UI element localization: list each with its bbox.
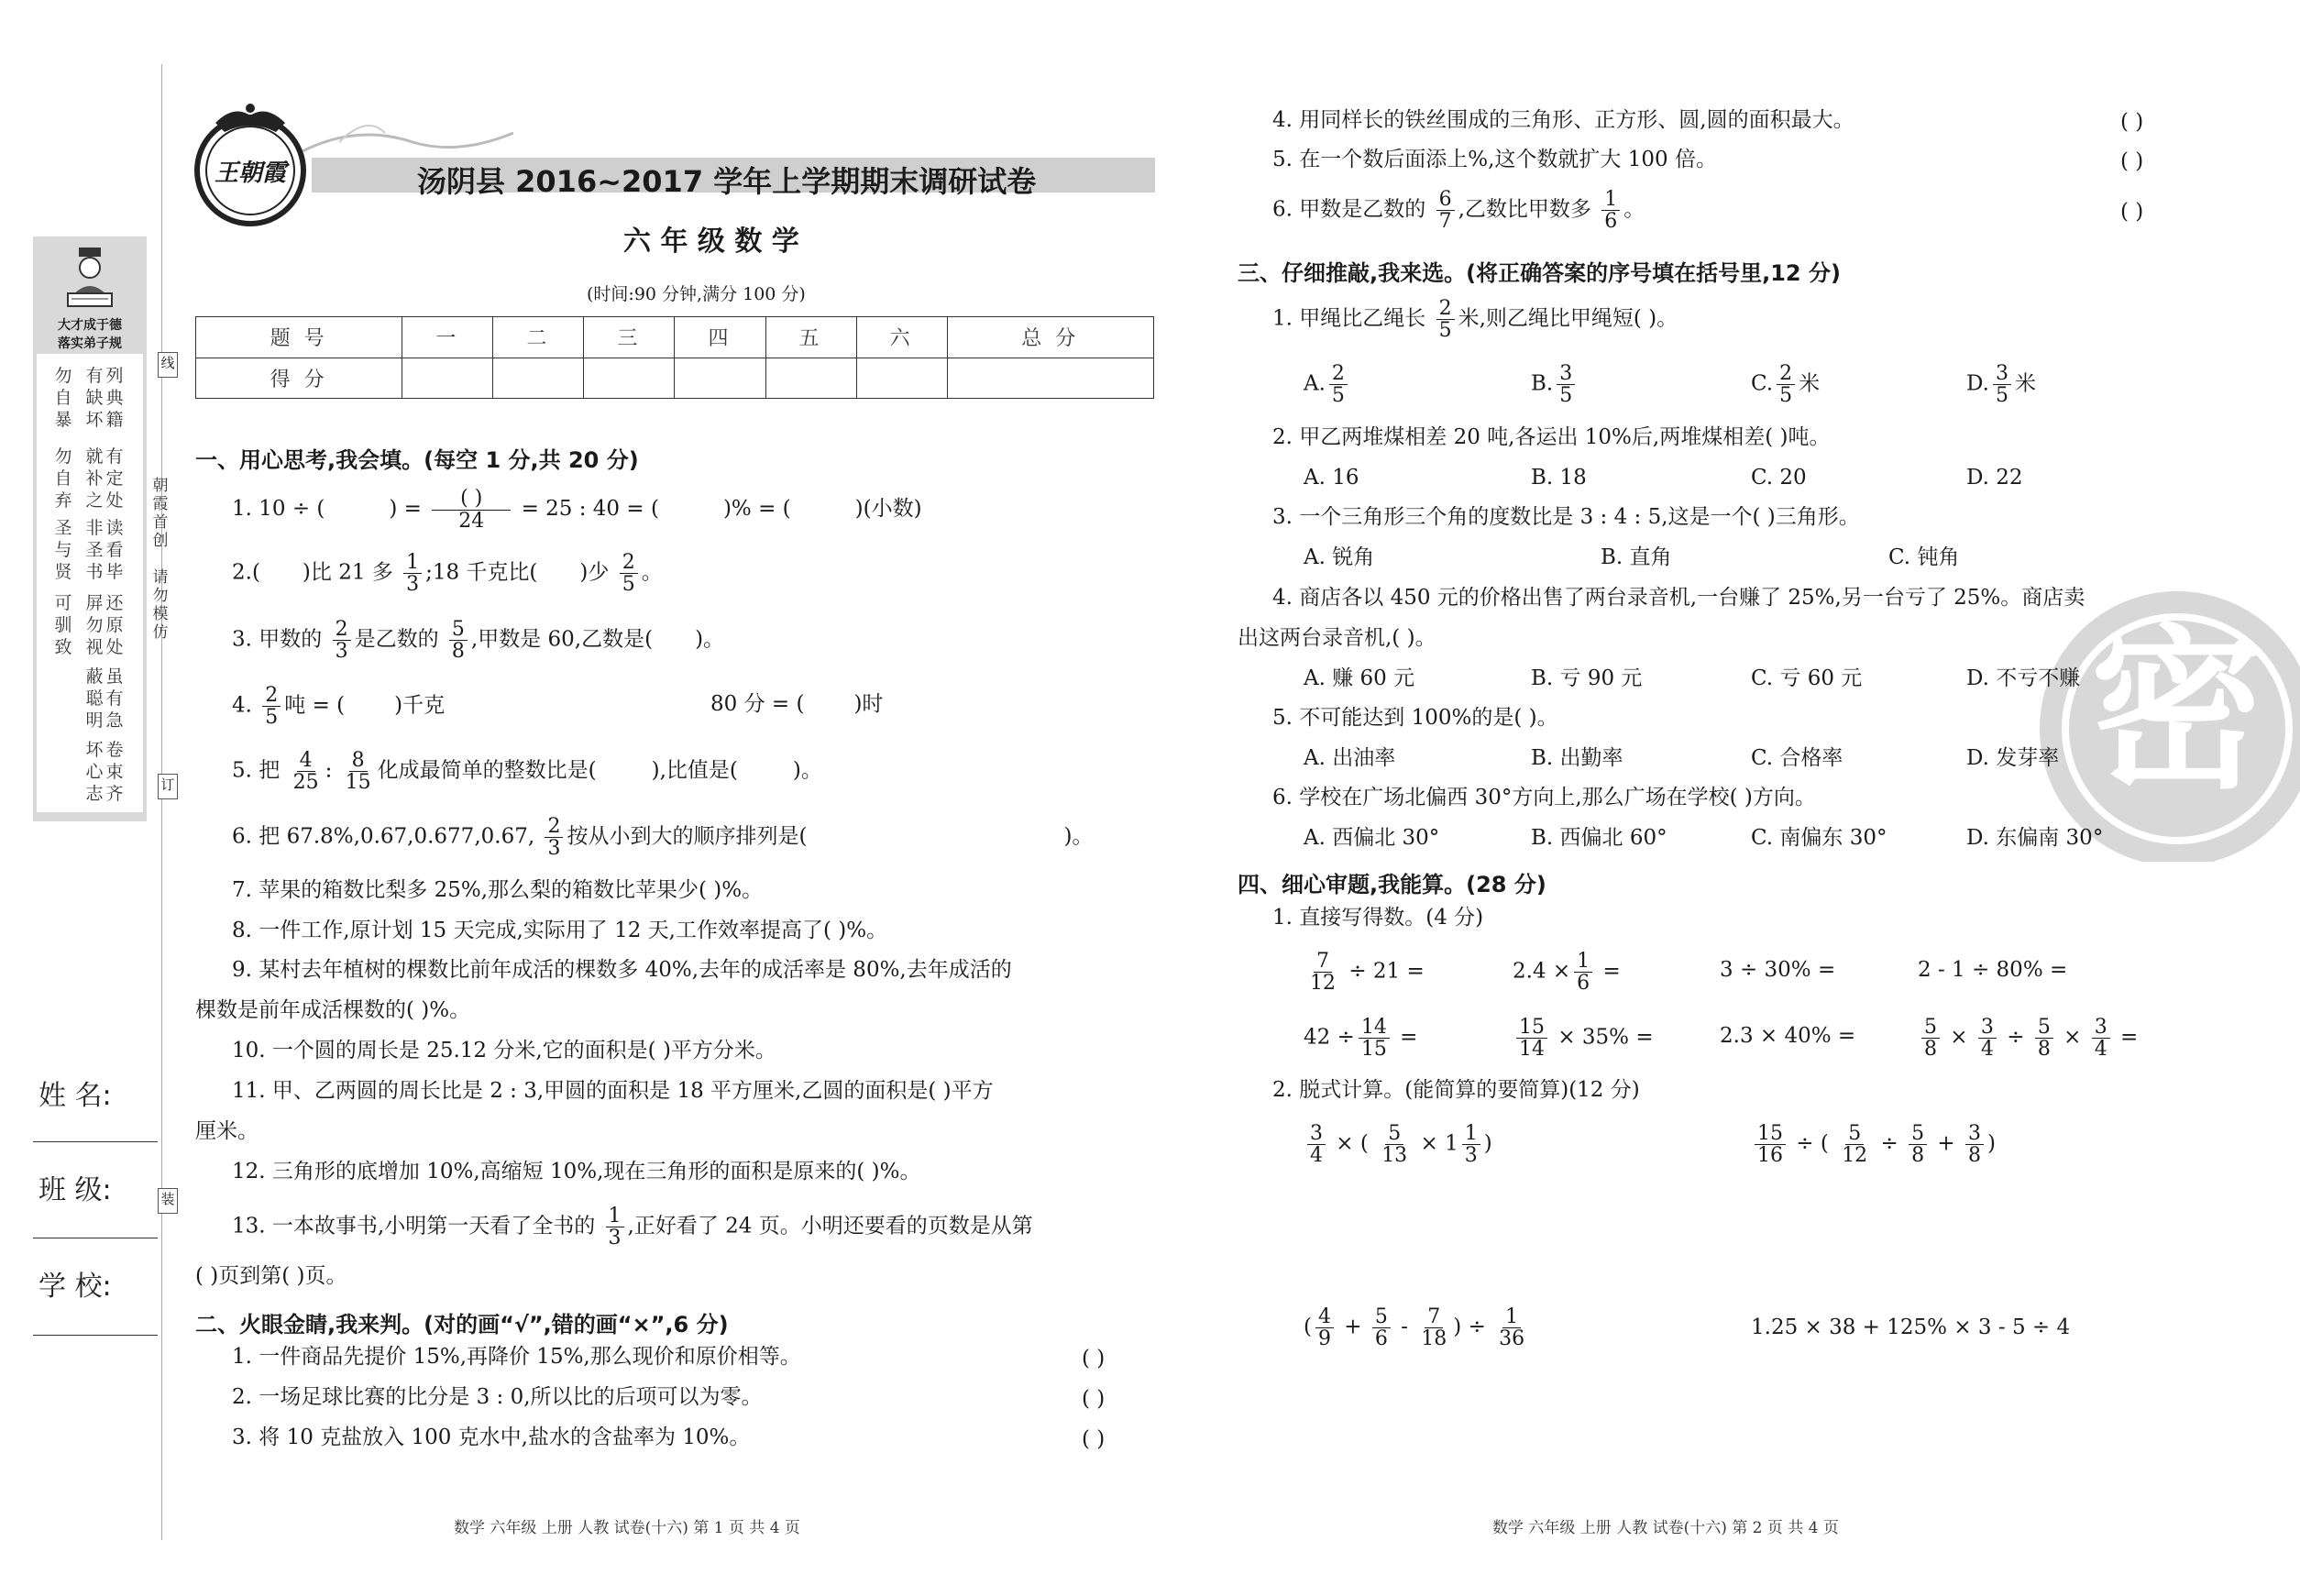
choice-question-2: 2. 甲乙两堆煤相差 20 吨,各运出 10%后,两堆煤相差( )吨。 bbox=[1272, 425, 1831, 449]
calc-item bbox=[1513, 951, 1621, 994]
motto-2: 落实弟子规 bbox=[58, 336, 122, 351]
rule-col: 虽有急 bbox=[105, 666, 124, 731]
text: )。 bbox=[695, 627, 725, 652]
option-b[interactable] bbox=[1531, 363, 1579, 406]
fraction bbox=[1777, 363, 1795, 406]
text: 13. 一本故事书,小明第一天看了全书的 bbox=[232, 1214, 596, 1238]
text: ,乙数比甲数多 bbox=[1458, 197, 1591, 222]
denominator: 5 bbox=[1331, 384, 1345, 408]
side-note-2: 请勿模仿 bbox=[152, 568, 169, 642]
text: = bbox=[1400, 1025, 1418, 1050]
fraction bbox=[1965, 1123, 1984, 1166]
fraction bbox=[1315, 1306, 1334, 1349]
question-1-4b bbox=[710, 694, 883, 715]
rule-col: 勿自暴 bbox=[54, 366, 72, 430]
numerator: 7 bbox=[1314, 951, 1332, 973]
numerator: 1 bbox=[1502, 1306, 1521, 1328]
text: 米 bbox=[1799, 371, 1821, 396]
fraction bbox=[2035, 1017, 2053, 1060]
numerator: 4 bbox=[297, 750, 315, 772]
denominator: 6 bbox=[1374, 1327, 1388, 1351]
text: ;18 千克比( bbox=[425, 560, 538, 585]
denominator: 36 bbox=[1499, 1327, 1525, 1351]
text: )千克 bbox=[394, 693, 446, 718]
denominator: 5 bbox=[1438, 319, 1452, 343]
fraction bbox=[1372, 1306, 1391, 1349]
calc-item bbox=[1304, 1017, 1417, 1060]
fraction bbox=[1436, 189, 1455, 232]
brand-logo bbox=[188, 101, 313, 229]
fraction bbox=[432, 488, 511, 532]
numerator: 14 bbox=[1359, 1017, 1390, 1039]
fraction bbox=[1601, 189, 1620, 232]
text: 米,则乙绳比甲绳短( )。 bbox=[1458, 306, 1678, 331]
text: C. bbox=[1751, 371, 1774, 396]
calc-item: 2.3 × 40% = bbox=[1720, 1024, 1856, 1048]
numerator: 3 bbox=[1307, 1123, 1326, 1145]
expr-2: $\frac{15}{16}$ ÷ ( $\frac{5}{12}$ ÷ $\frac{5}{8}$ + $\frac{3}{8}$ ) bbox=[1751, 1123, 1996, 1166]
option-c[interactable]: C. 钝角 bbox=[1888, 545, 1960, 569]
text: = bbox=[1602, 959, 1621, 984]
fraction bbox=[606, 1205, 624, 1249]
fraction bbox=[1557, 363, 1575, 406]
question-1-5 bbox=[232, 750, 822, 793]
rule-col: 勿自弃 bbox=[54, 446, 72, 511]
text: 。 bbox=[1623, 197, 1645, 222]
denominator: 4 bbox=[1310, 1144, 1323, 1168]
rule-col: 还原处 bbox=[105, 593, 124, 657]
judge-item-6 bbox=[1272, 189, 1645, 232]
numerator: 2 bbox=[1777, 363, 1795, 385]
denominator: 5 bbox=[1995, 384, 2008, 408]
question-1-11: 11. 甲、乙两圆的周长比是 2 : 3,甲圆的面积是 18 平方厘米,乙圆的面积是( )平方 bbox=[232, 1079, 994, 1103]
denominator: 3 bbox=[335, 640, 348, 664]
score-cell: 四 bbox=[675, 317, 765, 358]
denominator: 15 bbox=[345, 771, 371, 795]
fraction bbox=[1993, 363, 2011, 406]
fraction bbox=[1755, 1123, 1786, 1166]
numerator[interactable]: ( ) bbox=[432, 488, 511, 511]
numerator: 15 bbox=[1516, 1017, 1547, 1039]
side-note-1: 朝霞首创 bbox=[152, 477, 169, 550]
expr-4: 1.25 × 38 + 125% × 3 - 5 ÷ 4 bbox=[1751, 1315, 2071, 1339]
score-input[interactable] bbox=[493, 358, 584, 399]
numerator: 2 bbox=[1329, 363, 1348, 385]
section-2-title: 二、火眼金睛,我来判。(对的画“√”,错的画“×”,6 分) bbox=[195, 1312, 729, 1337]
option-a[interactable] bbox=[1304, 363, 1351, 406]
fraction bbox=[1307, 1123, 1326, 1166]
class-label: 班 级: bbox=[39, 1174, 112, 1206]
answer-paren[interactable]: ( ) bbox=[2120, 110, 2144, 134]
numerator: 3 bbox=[1557, 363, 1575, 385]
judge-item-5: 5. 在一个数后面添上%,这个数就扩大 100 倍。 bbox=[1272, 148, 1717, 171]
question-1-9-cont: 棵数是前年成活棵数的( )%。 bbox=[195, 998, 471, 1022]
denominator: 8 bbox=[1924, 1038, 1937, 1062]
text: 。 bbox=[641, 560, 663, 585]
text: 2.4 × bbox=[1513, 959, 1571, 984]
fraction bbox=[1516, 1017, 1547, 1060]
calc-item: $\frac{5}{8}$ × $\frac{3}{4}$ ÷ $\frac{5}{8}$ × $\frac{3}{4}$ = bbox=[1918, 1017, 2138, 1060]
denominator: 3 bbox=[547, 837, 561, 861]
text: × 35% = bbox=[1557, 1025, 1654, 1050]
text: : bbox=[325, 758, 333, 783]
numerator: 1 bbox=[1601, 189, 1620, 211]
score-cell: 一 bbox=[402, 317, 493, 358]
option-a[interactable]: A. 锐角 bbox=[1304, 545, 1375, 569]
numerator: 5 bbox=[1909, 1123, 1927, 1145]
rule-col: 就补之 bbox=[85, 446, 104, 511]
score-cell: 二 bbox=[493, 317, 584, 358]
option-c[interactable]: C. 南偏东 30° bbox=[1751, 826, 1887, 850]
expr-3: ( $\frac{4}{9}$ + $\frac{5}{6}$ - $\frac{7}{18}$ ) ÷ $\frac{1}{36}$ bbox=[1304, 1306, 1531, 1349]
numerator: 1 bbox=[403, 552, 422, 574]
fraction bbox=[1839, 1123, 1870, 1166]
text: 7,0.677,0. bbox=[393, 824, 501, 849]
motto-1: 大才成于德 bbox=[58, 318, 122, 333]
calc-sub-2: 2. 脱式计算。(能简算的要简算)(12 分) bbox=[1272, 1078, 1640, 1102]
option-b[interactable]: B. 18 bbox=[1531, 466, 1587, 490]
school-line[interactable] bbox=[33, 1335, 158, 1336]
fraction bbox=[1436, 298, 1455, 341]
text: 是乙数的 bbox=[354, 627, 439, 652]
numerator: 1 bbox=[1462, 1123, 1480, 1145]
option-b[interactable]: B. 出勤率 bbox=[1531, 746, 1623, 770]
denominator: 13 bbox=[1381, 1144, 1408, 1168]
denominator: 6 bbox=[1604, 210, 1618, 234]
judge-item-2: 2. 一场足球比赛的比分是 3 : 0,所以比的后项可以为零。 bbox=[232, 1385, 763, 1409]
text: 2.( bbox=[232, 560, 260, 585]
calc-item: 2 - 1 ÷ 80% = bbox=[1918, 958, 2068, 982]
numerator: 5 bbox=[1845, 1123, 1864, 1145]
judge-item-3: 3. 将 10 克盐放入 100 克水中,盐水的含盐率为 10%。 bbox=[232, 1425, 751, 1449]
fraction bbox=[403, 552, 422, 595]
denominator: 3 bbox=[608, 1227, 622, 1250]
text: ÷ 21 = bbox=[1348, 959, 1425, 984]
question-1-10: 10. 一个圆的周长是 25.12 分米,它的面积是( )平方分米。 bbox=[232, 1039, 776, 1062]
text: )。 bbox=[792, 758, 822, 783]
page-footer-right: 数学 六年级 上册 人教 试卷(十六) 第 2 页 共 4 页 bbox=[1492, 1519, 1839, 1537]
score-input[interactable] bbox=[675, 358, 765, 399]
numerator: 3 bbox=[2092, 1017, 2110, 1039]
denominator: 5 bbox=[622, 573, 635, 597]
answer-paren[interactable]: ( ) bbox=[1082, 1427, 1106, 1451]
denominator: 5 bbox=[1779, 384, 1793, 408]
time-info: (时间:90 分钟,满分 100 分) bbox=[587, 284, 806, 304]
numerator: 2 bbox=[1436, 298, 1455, 320]
fraction bbox=[1418, 1306, 1449, 1349]
rule-col: 圣与贤 bbox=[54, 518, 72, 582]
score-table bbox=[195, 316, 1154, 399]
calc-sub-1: 1. 直接写得数。(4 分) bbox=[1272, 906, 1484, 930]
fraction bbox=[1909, 1123, 1927, 1166]
denominator: 24 bbox=[458, 510, 485, 533]
name-label: 姓 名: bbox=[39, 1080, 112, 1112]
expr-1: $\frac{3}{4}$ × ( $\frac{5}{13}$ × 1 $\frac{1}{3}$ ) bbox=[1304, 1123, 1492, 1166]
option-a[interactable]: A. 16 bbox=[1304, 466, 1359, 490]
denominator: 4 bbox=[2094, 1038, 2107, 1062]
page-footer-left: 数学 六年级 上册 人教 试卷(十六) 第 1 页 共 4 页 bbox=[454, 1519, 800, 1537]
rule-col: 坏心志 bbox=[85, 740, 104, 804]
option-a[interactable]: A. 西偏北 30° bbox=[1304, 826, 1440, 850]
fraction bbox=[1574, 951, 1592, 994]
question-1-6 bbox=[232, 816, 1093, 859]
fraction bbox=[620, 552, 638, 595]
numerator: 15 bbox=[1755, 1123, 1786, 1145]
rule-col: 蔽聪明 bbox=[85, 666, 104, 731]
fraction bbox=[545, 816, 563, 859]
judge-item-4: 4. 用同样长的铁丝围成的三角形、正方形、圆,圆的面积最大。 bbox=[1272, 108, 1854, 132]
denominator: 12 bbox=[1842, 1144, 1868, 1168]
text: 吨 = ( bbox=[284, 693, 346, 718]
exam-subtitle: 六 年 级 数 学 bbox=[623, 226, 799, 258]
text: )少 bbox=[579, 560, 610, 585]
text: 4. bbox=[232, 693, 252, 718]
denominator: 18 bbox=[1421, 1327, 1447, 1351]
answer-paren[interactable]: ( ) bbox=[2120, 149, 2144, 173]
denominator: 25 bbox=[292, 771, 319, 795]
denominator: 8 bbox=[1911, 1144, 1925, 1168]
scholar-icon bbox=[61, 246, 119, 312]
numerator: 3 bbox=[1978, 1017, 1997, 1039]
exam-title: 汤阴县 2016~2017 学年上学期期末调研试卷 bbox=[417, 164, 1037, 199]
denominator: 8 bbox=[1968, 1144, 1981, 1168]
option-d[interactable]: D. 东偏南 30° bbox=[1966, 826, 2104, 850]
denominator: 4 bbox=[1980, 1038, 1994, 1062]
denominator: 5 bbox=[1559, 384, 1573, 408]
fraction bbox=[1978, 1017, 1997, 1060]
choice-question-4: 4. 商店各以 450 元的价格出售了两台录音机,一台赚了 25%,另一台亏了 25%。商店卖 bbox=[1272, 586, 2085, 610]
rule-col: 卷束齐 bbox=[105, 740, 124, 804]
option-c[interactable]: C. 亏 60 元 bbox=[1751, 666, 1863, 690]
fraction bbox=[2092, 1017, 2110, 1060]
denominator: 7 bbox=[1438, 210, 1452, 234]
numerator: 2 bbox=[545, 816, 563, 838]
binding-mark: 订 bbox=[158, 774, 178, 799]
text: 米 bbox=[2014, 371, 2036, 396]
numerator: 2 bbox=[620, 552, 638, 574]
score-cell: 六 bbox=[856, 317, 947, 358]
option-b[interactable]: B. 亏 90 元 bbox=[1531, 666, 1643, 690]
text: 80 分 = ( bbox=[710, 692, 805, 716]
option-a[interactable]: A. 赚 60 元 bbox=[1304, 666, 1415, 690]
score-cell: 五 bbox=[765, 317, 856, 358]
score-input[interactable] bbox=[584, 358, 675, 399]
fraction bbox=[449, 619, 468, 662]
score-value-row bbox=[196, 358, 1154, 399]
option-d[interactable]: D. 不亏不赚 bbox=[1966, 666, 2081, 690]
question-1-12: 12. 三角形的底增加 10%,高缩短 10%,现在三角形的面积是原来的( )%。 bbox=[232, 1160, 921, 1183]
numerator: 8 bbox=[349, 750, 368, 772]
answer-paren[interactable]: ( ) bbox=[2120, 200, 2144, 224]
name-line[interactable] bbox=[33, 1141, 158, 1142]
denominator: 8 bbox=[451, 640, 465, 664]
score-cell: 题 号 bbox=[196, 317, 402, 358]
denominator: 5 bbox=[265, 706, 279, 730]
question-1-3 bbox=[232, 619, 724, 662]
text: )。 bbox=[1063, 824, 1094, 849]
text: ,甲数是 60,乙数是( bbox=[470, 627, 654, 652]
numerator: 5 bbox=[1372, 1306, 1391, 1328]
text: )(小数) bbox=[854, 497, 922, 522]
score-header-row bbox=[196, 317, 1154, 358]
stamp bbox=[2017, 568, 2300, 862]
question-1-11-cont: 厘米。 bbox=[195, 1119, 259, 1143]
choice-question-3: 3. 一个三角形三个角的度数比是 3 : 4 : 5,这是一个( )三角形。 bbox=[1272, 505, 1860, 529]
score-cell: 总 分 bbox=[947, 317, 1153, 358]
numerator: 2 bbox=[333, 619, 351, 641]
rule-col: 有定处 bbox=[105, 446, 124, 511]
calc-item bbox=[1304, 951, 1425, 994]
text: 1. 甲绳比乙绳长 bbox=[1272, 306, 1426, 331]
fraction bbox=[1462, 1123, 1480, 1166]
text: 5. 把 bbox=[232, 758, 281, 783]
text: A. bbox=[1304, 371, 1326, 396]
numerator: 5 bbox=[449, 619, 468, 641]
question-1-4 bbox=[232, 685, 445, 728]
answer-paren[interactable]: ( ) bbox=[1082, 1347, 1106, 1370]
score-input[interactable] bbox=[856, 358, 947, 399]
text: )% = ( bbox=[722, 497, 791, 522]
binding-mark: 装 bbox=[158, 1188, 178, 1214]
text: ) = bbox=[389, 497, 422, 522]
fraction bbox=[1379, 1123, 1410, 1166]
choice-question-6: 6. 学校在广场北偏西 30°方向上,那么广场在学校( )方向。 bbox=[1272, 786, 1816, 809]
fraction bbox=[333, 619, 351, 662]
logo-text: 王朝霞 bbox=[214, 160, 286, 187]
fraction bbox=[1359, 1017, 1390, 1060]
text: )比 21 多 bbox=[302, 560, 393, 585]
denominator: 6 bbox=[1577, 972, 1590, 996]
choice-question-1 bbox=[1272, 298, 1678, 341]
numerator: 5 bbox=[2035, 1017, 2053, 1039]
score-cell: 得 分 bbox=[196, 358, 402, 399]
numerator: 5 bbox=[1385, 1123, 1403, 1145]
question-1-1 bbox=[232, 488, 922, 532]
numerator: 4 bbox=[1315, 1306, 1334, 1328]
fraction bbox=[1921, 1017, 1940, 1060]
fraction bbox=[1496, 1306, 1527, 1349]
fraction bbox=[343, 750, 374, 793]
fraction bbox=[1307, 951, 1338, 994]
numerator: 1 bbox=[1574, 951, 1592, 973]
stamp-text: 密 bbox=[2089, 608, 2264, 812]
option-d[interactable] bbox=[1966, 363, 2036, 406]
option-b[interactable]: B. 西偏北 60° bbox=[1531, 826, 1667, 850]
text: 6. 甲数是乙数的 bbox=[1272, 197, 1426, 222]
choice-question-5: 5. 不可能达到 100%的是( )。 bbox=[1272, 706, 1558, 730]
calc-item: 3 ÷ 30% = bbox=[1720, 958, 1836, 982]
score-cell: 三 bbox=[584, 317, 675, 358]
denominator: 3 bbox=[1464, 1144, 1478, 1168]
section-3-title: 三、仔细推敲,我来选。(将正确答案的序号填在括号里,12 分) bbox=[1238, 260, 1841, 286]
rule-col: 有缺坏 bbox=[85, 366, 104, 430]
fraction bbox=[1329, 363, 1348, 406]
option-a[interactable]: A. 出油率 bbox=[1304, 746, 1396, 770]
denominator: 14 bbox=[1519, 1038, 1545, 1062]
denominator: 16 bbox=[1757, 1144, 1783, 1168]
text: )时 bbox=[853, 692, 884, 716]
denominator: 8 bbox=[2037, 1038, 2051, 1062]
numerator: 6 bbox=[1436, 189, 1455, 211]
text: = 25 : 40 = ( bbox=[521, 497, 659, 522]
judge-item-1: 1. 一件商品先提价 15%,再降价 15%,那么现价和原价相等。 bbox=[232, 1345, 801, 1369]
denominator: 12 bbox=[1310, 972, 1336, 996]
text: 化成最简单的整数比是( bbox=[377, 758, 597, 783]
text: 按从小到大的顺序排列是( bbox=[567, 824, 808, 849]
text: D. bbox=[1966, 371, 1989, 396]
text: 6. 把 67.8%,0.6 bbox=[232, 824, 394, 849]
text: 67, bbox=[501, 824, 535, 849]
option-d[interactable]: D. 22 bbox=[1966, 466, 2023, 490]
answer-paren[interactable]: ( ) bbox=[1082, 1387, 1106, 1411]
text: 1. 10 ÷ ( bbox=[232, 497, 325, 522]
option-c[interactable]: C. 20 bbox=[1751, 466, 1807, 490]
question-1-2 bbox=[232, 552, 663, 595]
section-4-title: 四、细心审题,我能算。(28 分) bbox=[1238, 872, 1546, 897]
question-1-8: 8. 一件工作,原计划 15 天完成,实际用了 12 天,工作效率提高了( )%。 bbox=[232, 919, 888, 942]
option-d[interactable]: D. 发芽率 bbox=[1966, 746, 2060, 770]
fraction bbox=[262, 685, 281, 728]
rule-col: 屏勿视 bbox=[85, 593, 104, 657]
numerator: 7 bbox=[1425, 1306, 1443, 1328]
numerator: 3 bbox=[1965, 1123, 1984, 1145]
option-b[interactable]: B. 直角 bbox=[1601, 545, 1672, 569]
choice-question-4-cont: 出这两台录音机,( )。 bbox=[1238, 626, 1436, 650]
question-1-9: 9. 某村去年植树的棵数比前年成活的棵数多 40%,去年的成活率是 80%,去年成活的 bbox=[232, 958, 1012, 982]
text: 42 ÷ bbox=[1304, 1025, 1355, 1050]
score-input[interactable] bbox=[947, 358, 1153, 399]
denominator: 3 bbox=[406, 573, 420, 597]
option-c[interactable] bbox=[1751, 363, 1820, 406]
question-1-13-cont: ( )页到第( )页。 bbox=[195, 1264, 347, 1288]
section-1-title: 一、用心思考,我会填。(每空 1 分,共 20 分) bbox=[195, 447, 639, 473]
numerator: 2 bbox=[262, 685, 281, 707]
score-input[interactable] bbox=[402, 358, 493, 399]
text: ),比值是( bbox=[651, 758, 738, 783]
binding-line bbox=[161, 64, 162, 1540]
question-1-7: 7. 苹果的箱数比梨多 25%,那么梨的箱数比苹果少( )%。 bbox=[232, 878, 764, 902]
denominator: 15 bbox=[1360, 1038, 1387, 1062]
school-label: 学 校: bbox=[39, 1271, 112, 1303]
score-input[interactable] bbox=[765, 358, 856, 399]
rule-col: 可驯致 bbox=[54, 593, 72, 657]
rule-col: 读看毕 bbox=[105, 518, 124, 582]
text: B. bbox=[1531, 371, 1554, 396]
text: ,正好看了 24 页。小明还要看的页数是从第 bbox=[627, 1214, 1033, 1238]
numerator: 5 bbox=[1921, 1017, 1940, 1039]
rule-col: 列典籍 bbox=[105, 366, 124, 430]
question-1-13 bbox=[232, 1205, 1033, 1249]
rule-col: 非圣书 bbox=[85, 518, 104, 582]
numerator: 1 bbox=[606, 1205, 624, 1227]
option-c[interactable]: C. 合格率 bbox=[1751, 746, 1843, 770]
denominator: 9 bbox=[1317, 1327, 1331, 1351]
fraction bbox=[291, 750, 322, 793]
binding-mark: 线 bbox=[158, 352, 178, 378]
numerator: 3 bbox=[1993, 363, 2011, 385]
calc-item bbox=[1513, 1017, 1654, 1060]
text: 3. 甲数的 bbox=[232, 627, 323, 652]
rules-panel bbox=[33, 237, 147, 821]
